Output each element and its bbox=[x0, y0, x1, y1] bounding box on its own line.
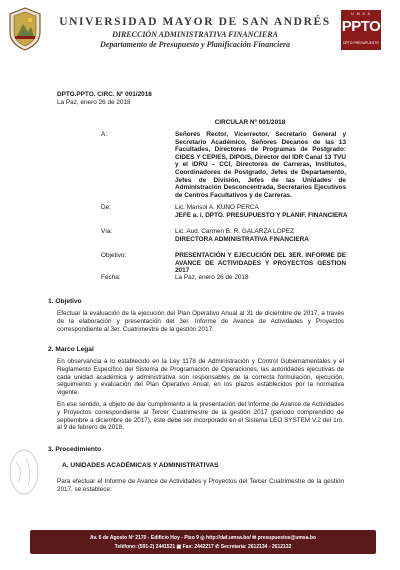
section-procedimiento-title: 3. Procedimiento bbox=[48, 446, 102, 453]
circular-title: CIRCULAR Nº 001/2018 bbox=[214, 119, 286, 126]
date-label: Fecha: bbox=[101, 274, 121, 281]
reference-number: DPTO.PPTO. CIRC. Nº 001/2018 bbox=[57, 91, 152, 98]
footer-address: Av. 6 de Agosto Nº 2170 - Edificio Hoy - Piso 9 ◎ http://daf.umsa.bo/ ✉ presupuestos@umsa.bo bbox=[90, 535, 316, 541]
direction-name: DIRECCIÓN ADMINISTRATIVA FINANCIERA bbox=[112, 30, 278, 39]
university-seal-icon bbox=[6, 6, 44, 52]
from-name: Lic. Marisol A. KUNO PERCA bbox=[175, 204, 259, 211]
section-objetivo-text: Efectuar la evaluación de la ejecución del Plan Operativo Anual al 31 de diciembre de 2017, a través de la elaboración y presentación del 3er. Informe de Avance de Actividades y Proyectos correspondiente al 3er. Cuatrimestre de la gestión 2017. bbox=[57, 310, 344, 333]
footer-contacts: Teléfono: (591-2) 2441521 ▣ Fax: 2442217 ✆ Secretaría: 2612134 - 2612132 bbox=[114, 544, 292, 550]
via-label: Vía: bbox=[101, 228, 113, 235]
section-marco-legal-text-2: En ese sentido, a objeto de dar cumplimiento a la presentación del Informe de Avance de Actividades y Proyectos correspondiente al Tercer Cuatrimestre de la gestión 2017 (periodo comprendido de septiembre a diciembre de 2017), éste debe ser incorporado en el Sistema LEO SYSTEM V.2 del 1ro. al 9 de febrero de 2018. bbox=[57, 401, 344, 432]
logo-top-text: U M S A bbox=[351, 12, 371, 16]
subsection-a-text: Para efectuar el Informe de Avance de Actividades y Proyectos del Tercer Cuatrimestre de la gestión 2017, se establece: bbox=[57, 478, 344, 493]
logo-subtext: DPTO PRESUPUESTO bbox=[343, 41, 379, 45]
university-name: UNIVERSIDAD MAYOR DE SAN ANDRÉS bbox=[59, 16, 331, 28]
logo-text: PPTO bbox=[341, 18, 381, 35]
footer-bar bbox=[30, 530, 376, 554]
from-label: De: bbox=[101, 204, 111, 211]
section-objetivo-title: 1. Objetivo bbox=[48, 298, 82, 305]
via-name: Lic. Aud. Carmen B. R. GALARZA LOPEZ bbox=[175, 228, 294, 235]
section-marco-legal-title: 2. Marco Legal bbox=[48, 346, 94, 353]
ppto-logo bbox=[341, 10, 381, 50]
objective-value: PRESENTACIÓN Y EJECUCIÓN DEL 3ER. INFORME DE AVANCE DE ACTIVIDADES Y PROYECTOS GESTION 2017 bbox=[175, 252, 346, 275]
department-name: Departamento de Presupuesto y Planificación Financiera bbox=[100, 40, 290, 49]
to-label: A: bbox=[101, 131, 108, 138]
section-marco-legal-text-1: En observancia a lo establecido en la Ley 1178 de Administración y Control Gubernamentales y el Reglamento Específico del Sistema de Programación de Operaciones, las autoridades ejecutivas de cada unidad académica y administrativa son responsables de la correcta formulación, ejecución, seguimiento y evaluación del Plan Operativo Anual, en los plazos establecidos por la normativa vigente. bbox=[57, 358, 344, 397]
objective-label: Objetivo: bbox=[101, 252, 127, 259]
letterhead bbox=[0, 0, 400, 62]
margin-stamp-icon bbox=[4, 442, 44, 502]
to-value: Señores Rector, Vicerrector, Secretario General y Secretario Académico, Señores Decanos de las 13 Facultades, Directores de Programas de Postgrado: CIDES Y CEPIES, DIPGIS, Director del IDR Canal 13 TVU y el IDRU – CCI, Directores de Carreras, Institutos, Coordinadores de Postgrado, Jefes de Departamento, Jefes de División, Jefes de las Unidades de Administración Desconcentrada, Secretarios Ejecutivos de Centros Facultativos y de Carreras. bbox=[175, 131, 346, 199]
via-title: DIRECTORA ADMINISTRATIVA FINANCIERA bbox=[175, 236, 309, 243]
from-title: JEFE a. i. DPTO. PRESUPUESTO Y PLANIF. FINANCIERA bbox=[175, 212, 348, 219]
date-value: La Paz, enero 26 de 2018 bbox=[175, 274, 249, 281]
reference-date: La Paz, enero 26 de 2018 bbox=[57, 99, 131, 106]
subsection-a-title: A. UNIDADES ACADÉMICAS Y ADMINISTRATIVAS bbox=[62, 462, 219, 469]
